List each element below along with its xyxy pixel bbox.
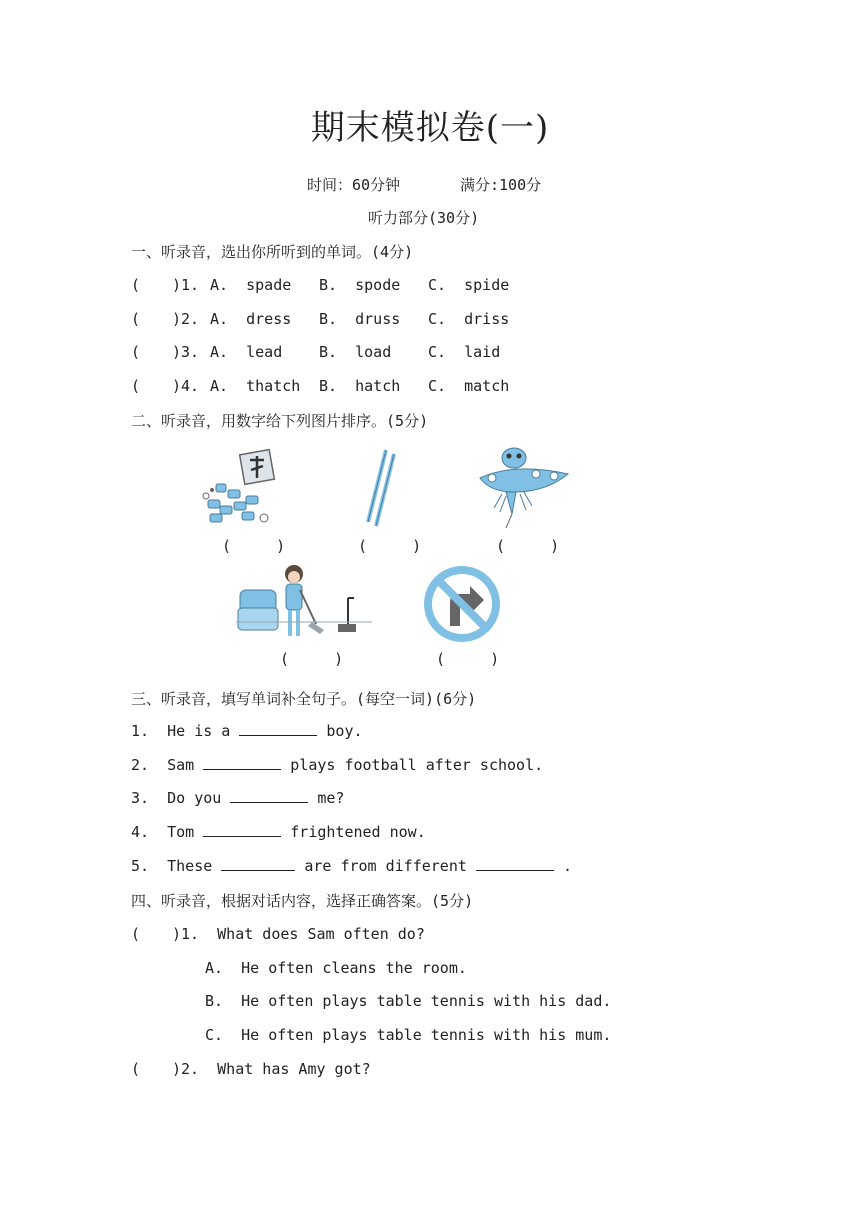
part-heading: 听力部分(30分): [368, 209, 480, 227]
answer-paren-open[interactable]: (: [131, 310, 141, 328]
answer-blank[interactable]: [230, 789, 308, 803]
sweeping-picture: [236, 560, 372, 642]
picture-4-answer[interactable]: ( ): [280, 650, 344, 668]
option-c: C. He often plays table tennis with his mum.: [205, 1026, 612, 1044]
fill-sentence-3: [131, 789, 344, 807]
sentence-text: are from different: [295, 857, 476, 875]
sentence-text: me?: [308, 789, 345, 807]
sentence-text: plays football after school.: [281, 756, 544, 774]
section-2-heading: 二、听录音，用数字给下列图片排序。(5分): [131, 412, 429, 430]
option-c: C. driss: [428, 310, 510, 328]
option-a: A. thatch: [210, 377, 301, 395]
answer-paren-open[interactable]: (: [131, 925, 141, 943]
fill-sentence-2: [131, 756, 543, 774]
answer-paren-open[interactable]: (: [131, 276, 141, 294]
question-number: )3.: [172, 343, 200, 361]
question-2-text: )2. What has Amy got?: [172, 1060, 371, 1078]
sentence-text: 2. Sam: [131, 756, 204, 774]
answer-blank[interactable]: [239, 722, 317, 736]
sentence-text: 1. He is a: [131, 722, 240, 740]
section-1-heading: 一、听录音，选出你所听到的单词。(4分): [131, 243, 414, 261]
option-b: B. hatch: [319, 377, 401, 395]
option-c: C. laid: [428, 343, 501, 361]
sentence-text: 4. Tom: [131, 823, 204, 841]
sentence-text: boy.: [317, 722, 363, 740]
answer-paren-open[interactable]: (: [131, 377, 141, 395]
option-a: A. lead: [210, 343, 283, 361]
question-number: )1.: [172, 276, 200, 294]
answer-blank[interactable]: [203, 823, 281, 837]
answer-blank[interactable]: [203, 756, 281, 770]
no-right-turn-sign-picture: [420, 562, 504, 646]
option-c: C. match: [428, 377, 510, 395]
picture-1-answer[interactable]: ( ): [222, 537, 286, 555]
sentence-text: frightened now.: [281, 823, 426, 841]
fill-sentence-4: [131, 823, 426, 841]
sentence-text: .: [553, 857, 572, 875]
option-a: A. dress: [210, 310, 292, 328]
answer-blank[interactable]: [476, 857, 554, 871]
option-a: A. He often cleans the room.: [205, 959, 467, 977]
option-a: A. spade: [210, 276, 292, 294]
question-number: )2.: [172, 310, 200, 328]
section-3-heading: 三、听录音，填写单词补全句子。(每空一词)(6分): [131, 690, 477, 708]
picture-5-answer[interactable]: ( ): [436, 650, 500, 668]
picture-2-answer[interactable]: ( ): [358, 537, 422, 555]
option-b: B. spode: [319, 276, 401, 294]
kite-picture: [476, 444, 572, 530]
answer-blank[interactable]: [221, 857, 295, 871]
exam-time: 时间：60分钟: [307, 176, 401, 194]
sentence-text: 3. Do you: [131, 789, 231, 807]
chopsticks-picture: [364, 446, 404, 530]
answer-paren-open[interactable]: (: [131, 343, 141, 361]
question-1-text: )1. What does Sam often do?: [172, 925, 425, 943]
option-b: B. load: [319, 343, 392, 361]
fill-sentence-1: [131, 722, 363, 740]
picture-3-answer[interactable]: ( ): [496, 537, 560, 555]
exam-score: 满分:100分: [460, 176, 542, 194]
option-b: B. He often plays table tennis with his dad.: [205, 992, 612, 1010]
option-c: C. spide: [428, 276, 510, 294]
section-4-heading: 四、听录音，根据对话内容，选择正确答案。(5分): [131, 892, 474, 910]
page-title: 期末模拟卷(一): [310, 108, 550, 148]
fill-sentence-5: [131, 857, 572, 875]
sentence-text: 5. These: [131, 857, 222, 875]
answer-paren-open[interactable]: (: [131, 1060, 141, 1078]
dominoes-picture: [198, 446, 288, 530]
option-b: B. druss: [319, 310, 401, 328]
question-number: )4.: [172, 377, 200, 395]
